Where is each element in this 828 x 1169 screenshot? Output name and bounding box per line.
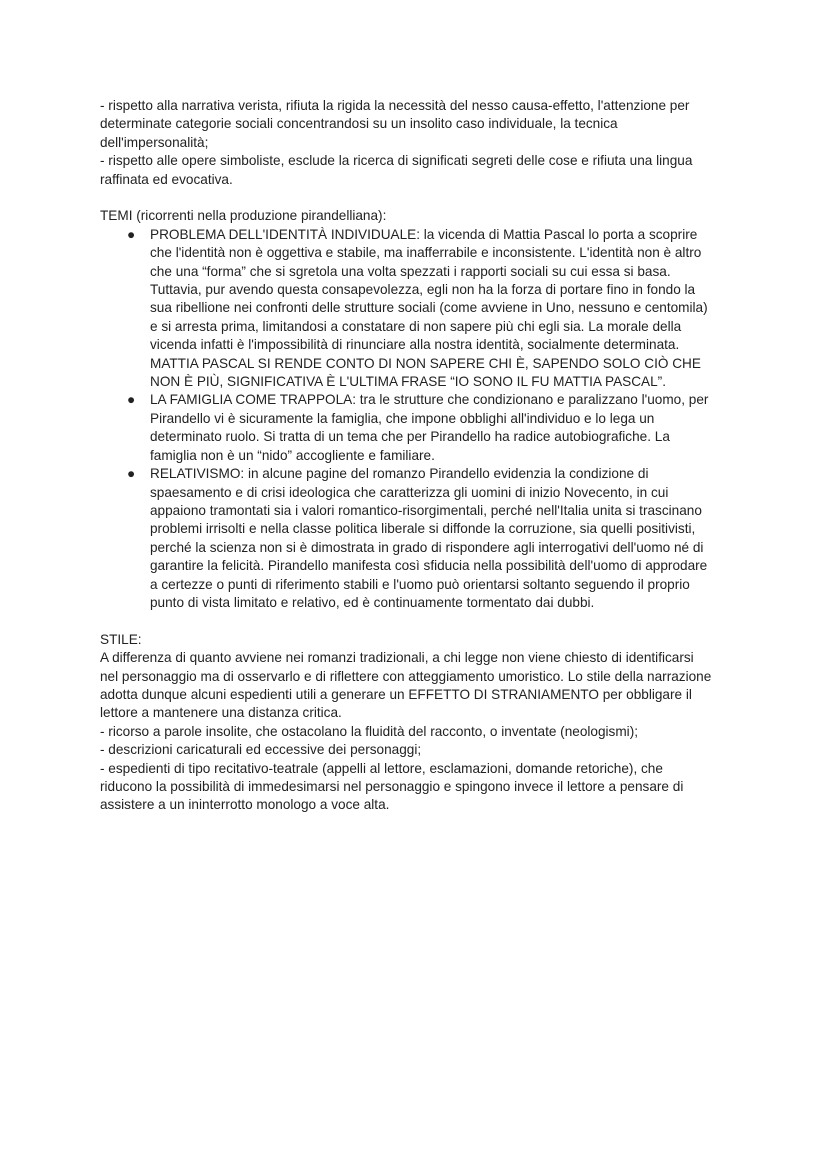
- temi-list: [100, 226, 740, 613]
- text-line: famiglia non è un “nido” accogliente e familiare.: [150, 447, 435, 463]
- text-line: A differenza di quanto avviene nei romanzi tradizionali, a chi legge non viene chiesto di identificarsi: [100, 650, 694, 666]
- text-line: che l'identità non è oggettiva e stabile, ma inafferrabile e inconsistente. L'identità non è altro: [150, 245, 702, 261]
- text-line: nel personaggio ma di osservarlo e di riflettere con atteggiamento umoristico. Lo stile della narrazione: [100, 668, 712, 684]
- text-line: riducono la possibilità di immedesimarsi nel personaggio e spingono invece il lettore a pensare di: [100, 779, 684, 794]
- text-line: vicenda infatti è l'impossibilità di rinunciare alla nostra identità, socialmente determinata.: [150, 337, 680, 353]
- list-item: [100, 465, 740, 612]
- text-line: - rispetto alle opere simboliste, esclude la ricerca di significati segreti delle cose e rifiuta una lingua: [100, 153, 693, 169]
- text-line: che una “forma” che si sgretola una volta spezzati i rapporti sociali su cui essa si basa.: [150, 263, 671, 279]
- text-line: lettore a mantenere una distanza critica.: [100, 705, 342, 721]
- text-line: RELATIVISMO: in alcune pagine del romanzo Pirandello evidenzia la condizione di: [150, 466, 649, 482]
- text-line: sua ribellione nei confronti delle strutture sociali (come avviene in Uno, nessuno e centomila): [150, 300, 708, 316]
- stile-heading: STILE:: [100, 631, 142, 647]
- text-line: e si arresta prima, limitandosi a constatare di non sapere più chi egli sia. La morale della: [150, 318, 682, 334]
- text-line: punto di vista limitato e relativo, ed è continuamente tormentato dai dubbi.: [150, 594, 595, 610]
- text-line: - rispetto alla narrativa verista, rifiuta la rigida la necessità del nesso causa-effetto, l'attenzione per: [100, 98, 690, 113]
- text-line: LA FAMIGLIA COME TRAPPOLA: tra le strutture che condizionano e paralizzano l'uomo, per: [150, 392, 709, 408]
- text-line: determinate categorie sociali concentrandosi su un insolito caso individuale, la tecnica: [100, 116, 618, 132]
- text-line: a certezze o punti di riferimento stabili e l'uomo può orientarsi soltanto seguendo il proprio: [150, 576, 690, 592]
- text-line: spaesamento e di crisi ideologica che caratterizza gli uomini di inizio Novecento, in cui: [150, 484, 669, 500]
- text-line: Tuttavia, pur avendo questa consapevolezza, egli non ha la forza di portare fino in fondo la: [150, 282, 696, 298]
- text-line: appaiono tramontati sia i valori romantico-risorgimentali, perché nell'Italia unita si trascinano: [150, 502, 702, 518]
- text-line: adotta dunque alcuni espedienti utili a generare un EFFETTO DI STRANIAMENTO per obbligare il: [100, 686, 692, 702]
- text-line: NON È PIÙ, SIGNIFICATIVA È L'ULTIMA FRASE “IO SONO IL FU MATTIA PASCAL”.: [150, 374, 666, 390]
- paragraph-gap: [100, 612, 740, 630]
- list-item: [100, 391, 740, 465]
- temi-heading: TEMI (ricorrenti nella produzione pirandelliana):: [100, 208, 387, 224]
- paragraph-gap: [100, 189, 740, 207]
- text-line: MATTIA PASCAL SI RENDE CONTO DI NON SAPERE CHI È, SAPENDO SOLO CIÒ CHE: [150, 355, 701, 371]
- text-line: problemi irrisolti e nella classe politica liberale si diffonde la corruzione, sia quelli positivisti,: [150, 521, 696, 537]
- document-page: [100, 97, 740, 815]
- intro-paragraph: [100, 97, 740, 189]
- stile-section: [100, 631, 740, 815]
- text-line: assistere a un ininterrotto monologo a voce alta.: [100, 797, 390, 813]
- bullet-icon: ●: [127, 392, 136, 408]
- text-line: perché la scienza non si è dimostrata in grado di rispondere agli interrogativi dell'uomo né di: [150, 539, 704, 555]
- temi-section: [100, 207, 740, 612]
- text-line: garantire la felicità. Pirandello manifesta così sfiducia nella possibilità dell'uomo di approdare: [150, 558, 708, 574]
- text-line: - descrizioni caricaturali ed eccessive dei personaggi;: [100, 742, 422, 758]
- bullet-icon: ●: [127, 466, 136, 482]
- text-line: Pirandello vi è sicuramente la famiglia, che impone obblighi all'individuo e lo lega un: [150, 410, 655, 426]
- text-line: determinato ruolo. Si tratta di un tema che per Pirandello ha radice autobiografiche. La: [150, 429, 670, 445]
- text-line: raffinata ed evocativa.: [100, 171, 233, 187]
- list-item: [100, 226, 740, 392]
- bullet-icon: ●: [127, 226, 136, 242]
- text-line: - espedienti di tipo recitativo-teatrale (appelli al lettore, esclamazioni, domande retoriche), che: [100, 760, 663, 776]
- text-line: - ricorso a parole insolite, che ostacolano la fluidità del racconto, o inventate (neologismi);: [100, 723, 638, 739]
- text-line: dell'impersonalità;: [100, 134, 209, 150]
- text-line: PROBLEMA DELL'IDENTITÀ INDIVIDUALE: la vicenda di Mattia Pascal lo porta a scoprire: [150, 226, 698, 242]
